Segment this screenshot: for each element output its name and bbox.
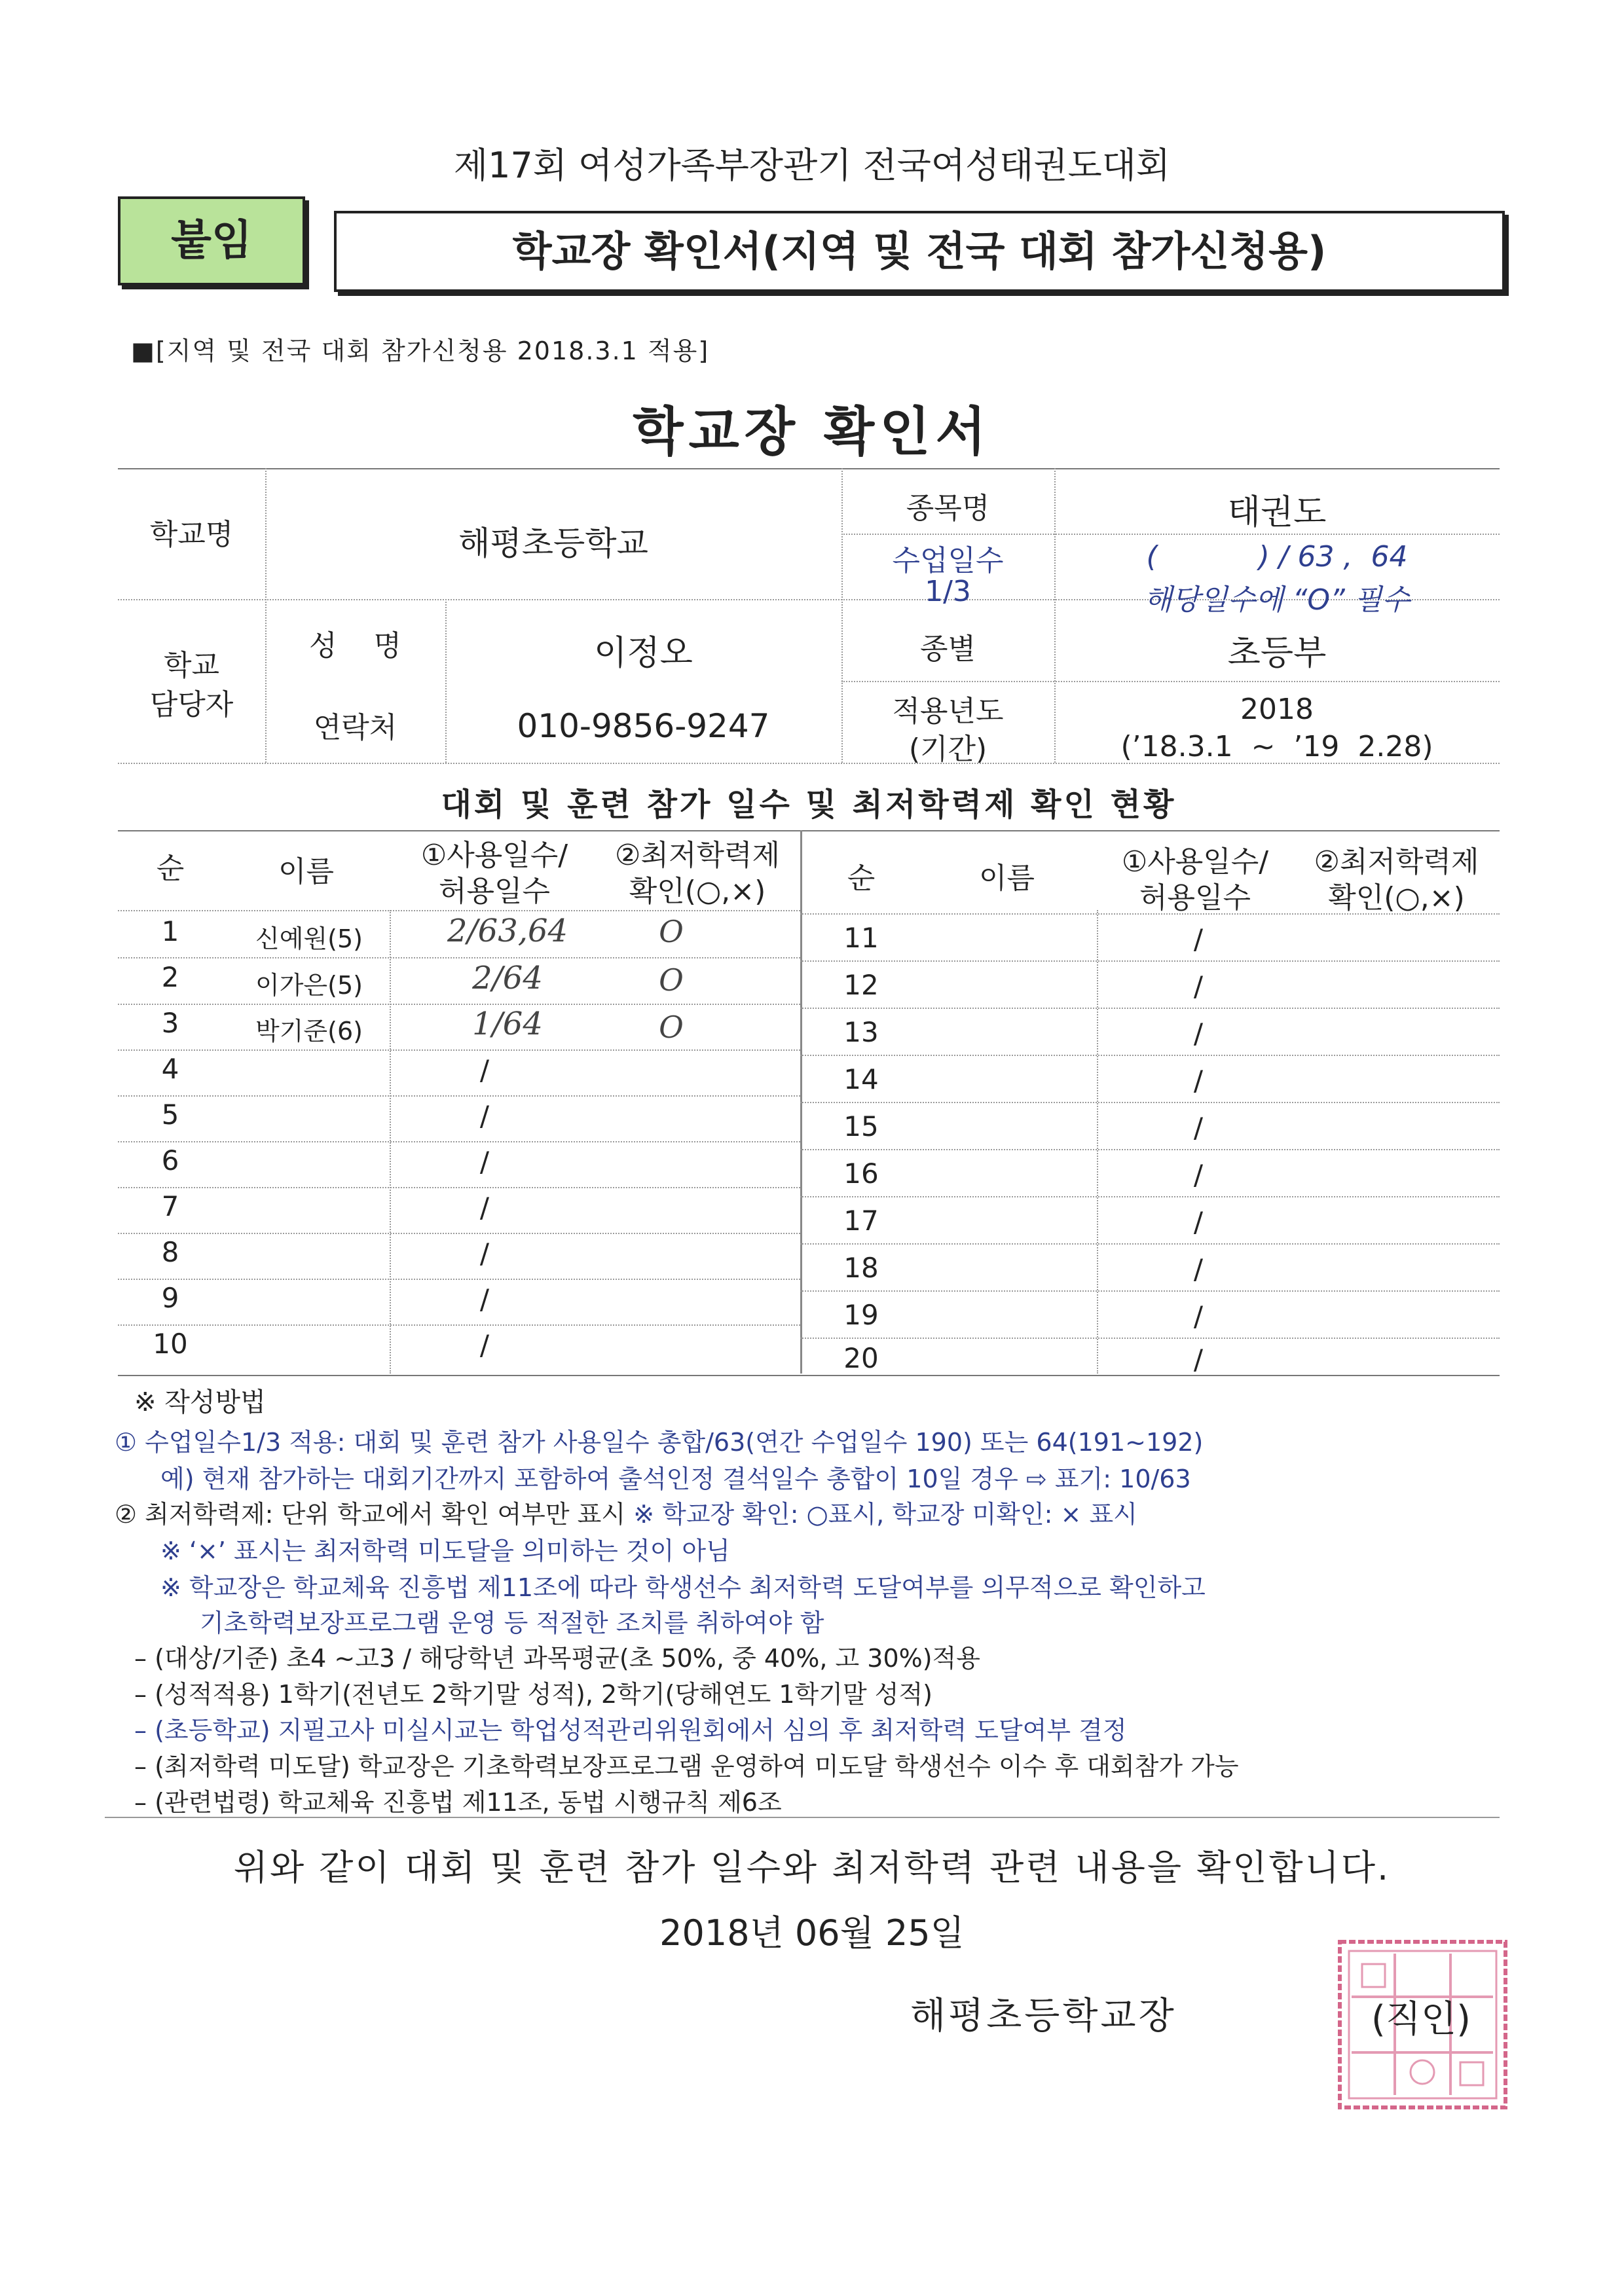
row-check: O bbox=[659, 962, 684, 998]
contact-label: 연락처 bbox=[313, 711, 397, 744]
document-title-box: 학교장 확인서(지역 및 전국 대회 참가신청용) bbox=[334, 211, 1505, 292]
signer-name: 해평초등학교장 bbox=[910, 1995, 1177, 2037]
header-no: 순 bbox=[156, 852, 185, 885]
header-check-right: ②최저학력제 bbox=[1314, 845, 1479, 879]
row-check: O bbox=[659, 914, 684, 949]
row-no: 7 bbox=[161, 1190, 179, 1222]
row-days: 1/64 bbox=[472, 1006, 543, 1042]
year-period: (’18.3.1 ~ ’19 2.28) bbox=[1120, 730, 1433, 763]
attachment-badge: 붙임 bbox=[118, 196, 305, 285]
row-days: / bbox=[1193, 1343, 1204, 1376]
seal-label: (직인) bbox=[1371, 1998, 1471, 2041]
class-days-label: 수업일수 bbox=[892, 544, 1004, 577]
row-no: 5 bbox=[161, 1099, 179, 1131]
sport-value: 태권도 bbox=[1227, 493, 1327, 532]
class-days-value: ( ) / 63 , 64 bbox=[1146, 540, 1408, 574]
row-days: / bbox=[1193, 1206, 1204, 1238]
class-days-ratio: 1/3 bbox=[925, 575, 971, 608]
instruction-2-line-3: ※ 학교장은 학교체육 진흥법 제11조에 따라 학생선수 최저학력 도달여부를 의무적으로 확인하고 bbox=[160, 1573, 1206, 1602]
school-value: 해평초등학교 bbox=[458, 524, 648, 562]
manager-label-2: 담당자 bbox=[149, 688, 234, 721]
header-no-right: 순 bbox=[847, 862, 876, 895]
row-days: / bbox=[1193, 970, 1204, 1002]
contact-value: 010-9856-9247 bbox=[517, 707, 770, 745]
instruction-2-note: ※ 학교장 확인: ○표시, 학교장 미확인: × 표시 bbox=[633, 1500, 1137, 1529]
instruction-dash-5: – (관련법령) 학교체육 진흥법 제11조, 동법 시행규칙 제6조 bbox=[134, 1788, 782, 1817]
row-name: 이가은(5) bbox=[255, 971, 363, 1000]
header-check-2: 확인(○,×) bbox=[629, 875, 766, 908]
instruction-2-line-2: ※ ‘×’ 표시는 최저학력 미도달을 의미하는 것이 아님 bbox=[160, 1537, 730, 1565]
row-name: 신예원(5) bbox=[255, 924, 363, 953]
year-label-2: (기간) bbox=[908, 733, 987, 766]
row-no: 15 bbox=[843, 1110, 879, 1142]
row-days: / bbox=[479, 1100, 490, 1132]
row-days: 2/63,64 bbox=[447, 913, 568, 949]
info-sub-divider bbox=[841, 534, 1500, 535]
row-no: 17 bbox=[843, 1205, 879, 1237]
row-days: 2/64 bbox=[472, 960, 543, 996]
header-name: 이름 bbox=[278, 855, 334, 888]
instruction-dash-4: – (최저학력 미도달) 학교장은 기초학력보장프로그램 운영하여 미도달 학생선수 이수 후 대회참가 가능 bbox=[134, 1752, 1239, 1781]
info-top-border bbox=[118, 468, 1500, 469]
row-days: / bbox=[1193, 1112, 1204, 1144]
row-days: / bbox=[1193, 1253, 1204, 1285]
header-name-right: 이름 bbox=[978, 862, 1035, 895]
division-label: 종별 bbox=[919, 632, 976, 666]
table-col-divider bbox=[1097, 910, 1098, 1374]
row-days: / bbox=[1193, 1300, 1204, 1332]
header-days-2: 허용일수 bbox=[438, 875, 550, 908]
row-no: 9 bbox=[161, 1282, 179, 1314]
instruction-2-text: ② 최저학력제: 단위 학교에서 확인 여부만 표시 bbox=[115, 1500, 626, 1529]
row-days: / bbox=[479, 1283, 490, 1315]
name-value: 이정오 bbox=[594, 634, 693, 673]
instructions-title: ※ 작성방법 bbox=[134, 1387, 266, 1417]
header-days-right-2: 허용일수 bbox=[1139, 881, 1251, 915]
instructions-bottom-border bbox=[105, 1817, 1500, 1818]
main-title: 학교장 확인서 bbox=[633, 401, 991, 462]
row-no: 10 bbox=[153, 1328, 188, 1360]
header-days: ①사용일수/ bbox=[420, 839, 568, 872]
row-days: / bbox=[479, 1146, 490, 1178]
row-days: / bbox=[1193, 1017, 1204, 1049]
row-check: O bbox=[659, 1010, 684, 1045]
instruction-1-line-1: ① 수업일수1/3 적용: 대회 및 훈련 참가 사용일수 총합/63(연간 수업일수 190) 또는 64(191~192) bbox=[115, 1428, 1204, 1457]
row-days: / bbox=[1193, 1065, 1204, 1097]
row-days: / bbox=[479, 1329, 490, 1361]
row-no: 16 bbox=[843, 1157, 879, 1190]
class-days-note: 해당일수에 “O” 필수 bbox=[1144, 583, 1410, 617]
row-no: 14 bbox=[843, 1063, 879, 1095]
sport-label: 종목명 bbox=[906, 492, 990, 525]
row-no: 11 bbox=[843, 922, 879, 954]
instruction-dash-2: – (성적적용) 1학기(전년도 2학기말 성적), 2학기(당해연도 1학기말 성적) bbox=[134, 1680, 932, 1709]
issue-date: 2018년 06월 25일 bbox=[659, 1912, 965, 1954]
row-name: 박기준(6) bbox=[255, 1017, 363, 1046]
row-no: 1 bbox=[161, 915, 179, 947]
event-title: 제17회 여성가족부장관기 전국여성태권도대회 bbox=[453, 145, 1171, 186]
division-value: 초등부 bbox=[1227, 634, 1327, 673]
confirmation-text: 위와 같이 대회 및 훈련 참가 일수와 최저학력 관련 내용을 확인합니다. bbox=[233, 1847, 1391, 1888]
row-no: 2 bbox=[161, 961, 179, 993]
row-no: 4 bbox=[161, 1053, 179, 1085]
status-table-top bbox=[118, 830, 1500, 831]
status-table-bottom bbox=[118, 1375, 1500, 1376]
instruction-dash-1: – (대상/기준) 초4 ~고3 / 해당학년 과목평균(초 50%, 중 40%, 고 30%)적용 bbox=[134, 1644, 980, 1673]
row-days: / bbox=[1193, 1159, 1204, 1191]
row-days: / bbox=[479, 1054, 490, 1086]
row-no: 13 bbox=[843, 1016, 879, 1048]
header-check-right-2: 확인(○,×) bbox=[1328, 881, 1465, 915]
header-check: ②최저학력제 bbox=[615, 839, 780, 872]
instruction-2-line-4: 기초학력보장프로그램 운영 등 적절한 조치를 취하여야 함 bbox=[200, 1609, 824, 1637]
row-days: / bbox=[1193, 923, 1204, 955]
header-days-right: ①사용일수/ bbox=[1121, 845, 1269, 879]
row-no: 3 bbox=[161, 1007, 179, 1039]
name-label: 성 명 bbox=[309, 629, 401, 663]
row-no: 6 bbox=[161, 1144, 179, 1176]
applicability-note: ■[지역 및 전국 대회 참가신청용 2018.3.1 적용] bbox=[131, 337, 710, 365]
instruction-dash-3: – (초등학교) 지필고사 미실시교는 학업성적관리위원회에서 심의 후 최저학력 도달여부 결정 bbox=[134, 1716, 1127, 1745]
row-no: 12 bbox=[843, 969, 879, 1001]
year-label: 적용년도 bbox=[892, 695, 1004, 728]
school-label: 학교명 bbox=[149, 518, 234, 551]
row-no: 18 bbox=[843, 1252, 879, 1284]
row-no: 20 bbox=[843, 1342, 879, 1374]
info-sub-divider bbox=[841, 681, 1500, 682]
instruction-1-line-2: 예) 현재 참가하는 대회기간까지 포함하여 출석인정 결석일수 총합이 10일 경우 ⇨ 표기: 10/63 bbox=[160, 1465, 1191, 1493]
row-days: / bbox=[479, 1192, 490, 1224]
status-title: 대회 및 훈련 참가 일수 및 최저학력제 확인 현황 bbox=[441, 786, 1177, 823]
year-value: 2018 bbox=[1240, 693, 1314, 726]
row-days: / bbox=[479, 1237, 490, 1269]
row-no: 19 bbox=[843, 1299, 879, 1331]
manager-label: 학교 bbox=[163, 649, 219, 682]
row-no: 8 bbox=[161, 1236, 179, 1268]
instruction-2-line-1 bbox=[115, 1494, 1137, 1530]
